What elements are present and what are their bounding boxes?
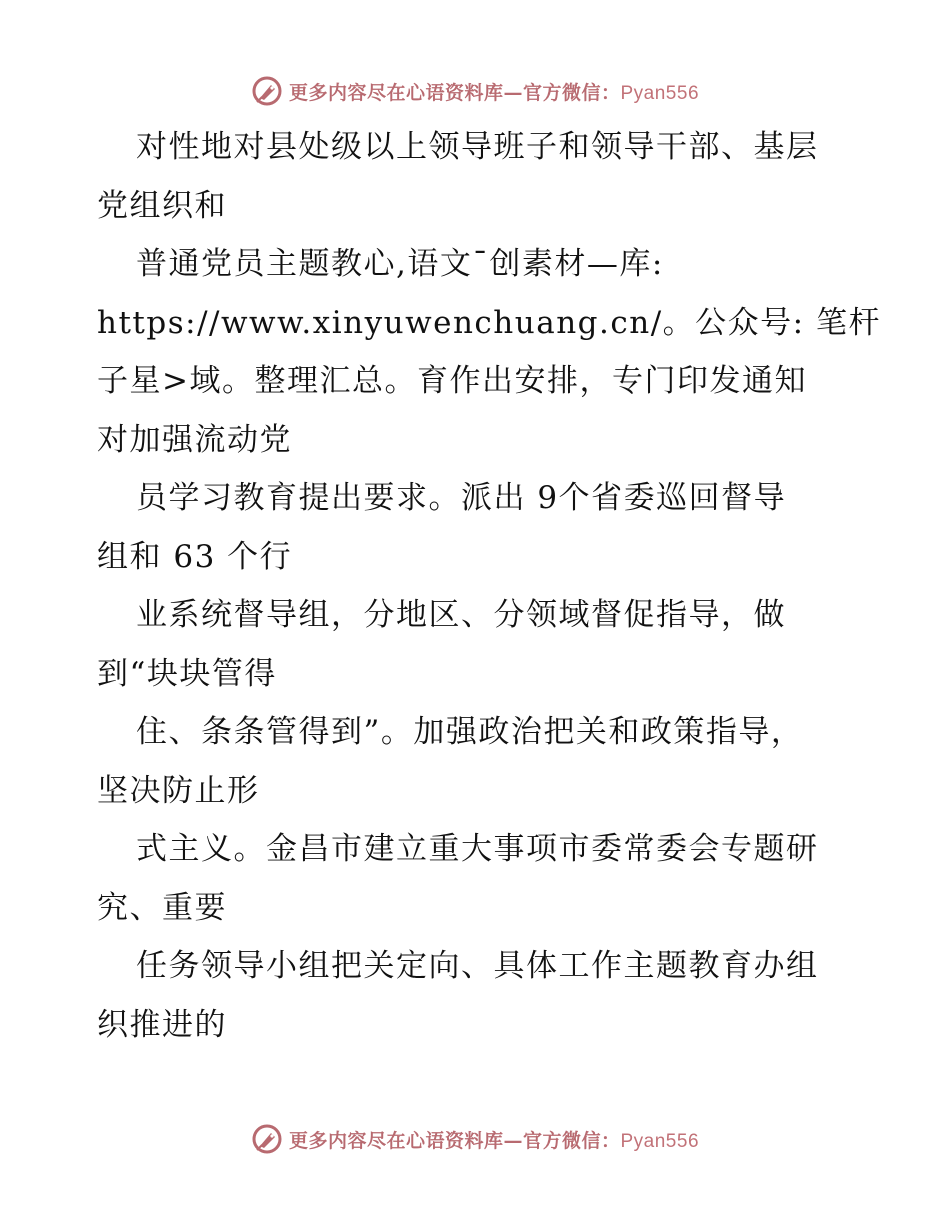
text-line: 到“块块管得 xyxy=(97,655,277,692)
text-line: 对加强流动党 xyxy=(97,421,292,458)
text-line: 织推进的 xyxy=(97,1006,227,1043)
text-line: 普通党员主题教心,语文¯创素材—库: xyxy=(136,246,664,282)
text-line: 坚决防止形 xyxy=(97,772,260,809)
header-banner xyxy=(0,71,950,111)
pen-nib-circle-icon xyxy=(251,75,283,107)
pen-nib-circle-icon xyxy=(251,1123,283,1155)
document-body xyxy=(97,118,881,1054)
footer-brand: 更多内容尽在心语资料库—官方微信：Pyan556 xyxy=(288,1129,700,1152)
header-brand: 更多内容尽在心语资料库—官方微信：Pyan556 xyxy=(288,81,700,104)
text-line: 任务领导小组把关定向、具体工作主题教育办组 xyxy=(136,948,819,984)
text-line: 员学习教育提出要求。派出 9个省委巡回督导 xyxy=(136,480,787,516)
text-line: https://www.xinyuwenchuang.cn/。公众号: 笔杆 xyxy=(97,304,881,341)
text-line: 对性地对县处级以上领导班子和领导干部、基层 xyxy=(136,129,819,165)
text-line: 业系统督导组，分地区、分领域督促指导，做 xyxy=(136,597,786,633)
text-line: 党组织和 xyxy=(97,187,227,224)
text-line: 式主义。金昌市建立重大事项市委常委会专题研 xyxy=(136,831,819,867)
text-line: 究、重要 xyxy=(97,889,227,926)
header-wechat-id: Pyan556 xyxy=(620,82,700,104)
footer-banner xyxy=(0,1119,950,1159)
text-line: 住、条条管得到”。加强政治把关和政策指导， xyxy=(136,714,804,750)
text-line: 组和 63 个行 xyxy=(97,538,293,575)
text-line: 子星>域。整理汇总。育作出安排，专门印发通知 xyxy=(97,363,807,399)
footer-wechat-id: Pyan556 xyxy=(620,1130,700,1152)
